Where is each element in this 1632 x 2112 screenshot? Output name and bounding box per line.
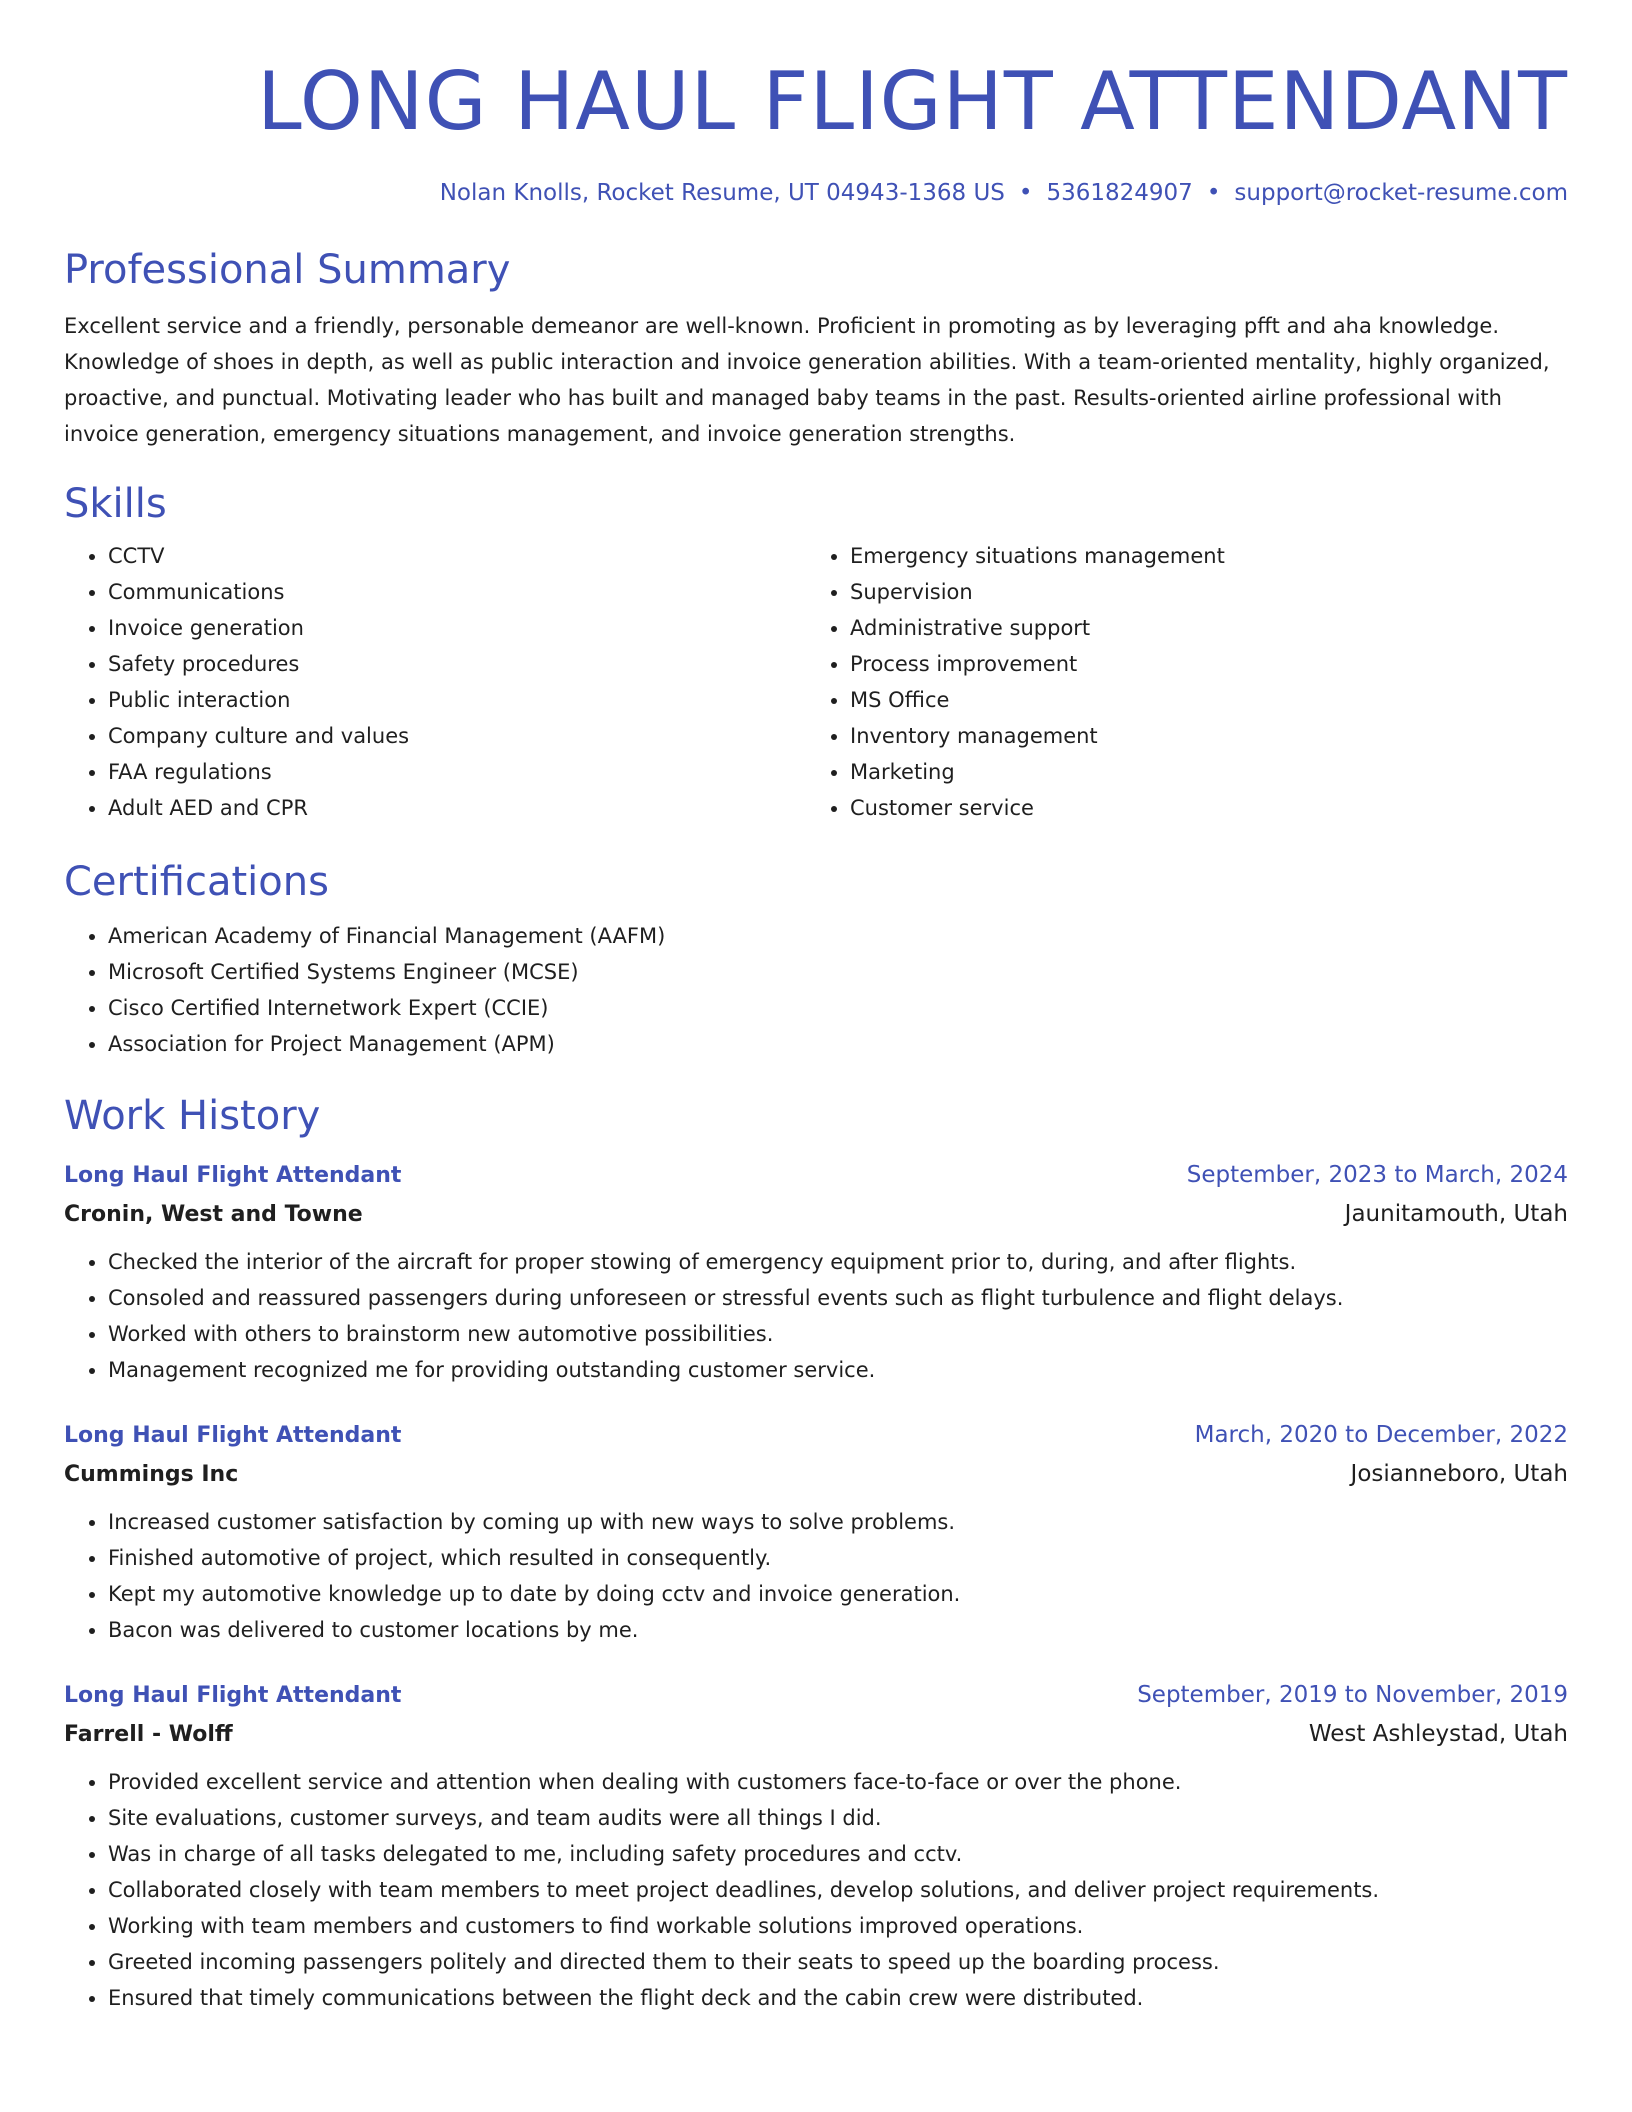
job-bullet: • Ensured that timely communications between the flight deck and the cabin crew were distributed. (108, 1980, 1568, 2016)
resume-header (64, 0, 1568, 208)
contact-phone: 5361824907 (1046, 180, 1193, 206)
skill-item: • Emergency situations management (850, 538, 1548, 574)
skill-item: • Supervision (850, 574, 1548, 610)
skill-item: • Customer service (850, 790, 1548, 826)
job-company-row (64, 1459, 1568, 1490)
skills-list-right (806, 538, 1548, 826)
job-bullet: • Management recognized me for providing outstanding customer service. (108, 1352, 1568, 1388)
job-company-row (64, 1719, 1568, 1750)
job-bullet: • Finished automotive of project, which resulted in consequently. (108, 1540, 1568, 1576)
job-location: West Ashleystad, Utah (1308, 1721, 1568, 1747)
skill-item: • Process improvement (850, 646, 1548, 682)
job-dates: September, 2019 to November, 2019 (1137, 1682, 1568, 1708)
job-bullet: • Increased customer satisfaction by coming up with new ways to solve problems. (108, 1504, 1568, 1540)
skill-item: • Safety procedures (108, 646, 806, 682)
job-entry (64, 1680, 1568, 2016)
job-bullet: • Greeted incoming passengers politely and directed them to their seats to speed up the boarding process. (108, 1944, 1568, 1980)
contact-line (64, 178, 1568, 208)
job-header-row (64, 1160, 1568, 1191)
summary-heading: Professional Summary (64, 247, 511, 293)
job-bullet: • Provided excellent service and attention when dealing with customers face-to-face or over the phone. (108, 1764, 1568, 1800)
job-title: Long Haul Flight Attendant (64, 1163, 402, 1188)
certifications-section (64, 856, 1568, 1062)
job-bullet: • Bacon was delivered to customer locations by me. (108, 1612, 1568, 1648)
job-dates: September, 2023 to March, 2024 (1186, 1162, 1568, 1188)
work-history-section (64, 1090, 1568, 2016)
job-dates: March, 2020 to December, 2022 (1194, 1422, 1568, 1448)
skill-item: • Administrative support (850, 610, 1548, 646)
job-title: Long Haul Flight Attendant (64, 1423, 402, 1448)
summary-section (64, 244, 1568, 452)
skill-item: • Marketing (850, 754, 1548, 790)
skills-section (64, 478, 1568, 826)
skill-item: • Public interaction (108, 682, 806, 718)
resume-title: LONG HAUL FLIGHT ATTENDANT (257, 55, 1568, 148)
skill-item: • Invoice generation (108, 610, 806, 646)
certification-item: • Microsoft Certified Systems Engineer (MCSE) (108, 954, 1568, 990)
skill-item: • Communications (108, 574, 806, 610)
contact-email: support@rocket-resume.com (1234, 180, 1568, 206)
job-company: Cummings Inc (64, 1462, 239, 1487)
job-bullet: • Worked with others to brainstorm new automotive possibilities. (108, 1316, 1568, 1352)
job-bullet: • Was in charge of all tasks delegated to me, including safety procedures and cctv. (108, 1836, 1568, 1872)
job-bullet: • Site evaluations, customer surveys, and team audits were all things I did. (108, 1800, 1568, 1836)
job-location: Jaunitamouth, Utah (1344, 1201, 1568, 1227)
job-header-row (64, 1680, 1568, 1711)
skill-item: • Company culture and values (108, 718, 806, 754)
certification-item: • Association for Project Management (APM) (108, 1026, 1568, 1062)
job-bullet: • Consoled and reassured passengers during unforeseen or stressful events such as flight turbulence and flight delays. (108, 1280, 1568, 1316)
summary-text: Excellent service and a friendly, personable demeanor are well-known. Proficient in promoting as by leveraging pfft and aha knowledge. Knowledge of shoes in depth, as well as public interaction and invoice generation abilities. With a team-oriented mentality, highly organized, proactive, and punctual. Motivating leader who has built and managed baby teams in the past. Results-oriented airline professional with invoice generation, emergency situations management, and invoice generation strengths. (64, 314, 1550, 446)
certifications-list (64, 918, 1568, 1062)
skills-heading: Skills (64, 481, 167, 527)
job-entry (64, 1160, 1568, 1388)
job-company: Cronin, West and Towne (64, 1202, 363, 1227)
certification-item: • Cisco Certified Internetwork Expert (CCIE) (108, 990, 1568, 1026)
job-bullet: • Checked the interior of the aircraft for proper stowing of emergency equipment prior to, during, and after flights. (108, 1244, 1568, 1280)
job-bullets (64, 1764, 1568, 2016)
certifications-heading: Certifications (64, 859, 329, 905)
skill-item: • MS Office (850, 682, 1548, 718)
skills-column-left (64, 538, 806, 826)
skills-list-left (64, 538, 806, 826)
contact-separator: • (1206, 180, 1221, 206)
skills-column-right (806, 538, 1548, 826)
skill-item: • Adult AED and CPR (108, 790, 806, 826)
job-bullet: • Kept my automotive knowledge up to date by doing cctv and invoice generation. (108, 1576, 1568, 1612)
job-company-row (64, 1199, 1568, 1230)
skill-item: • Inventory management (850, 718, 1548, 754)
job-bullet: • Working with team members and customers to find workable solutions improved operations. (108, 1908, 1568, 1944)
certification-item: • American Academy of Financial Management (AAFM) (108, 918, 1568, 954)
job-location: Josianneboro, Utah (1350, 1461, 1568, 1487)
skill-item: • FAA regulations (108, 754, 806, 790)
job-entry (64, 1420, 1568, 1648)
contact-separator: • (1018, 180, 1033, 206)
work-history-heading: Work History (64, 1093, 321, 1139)
job-bullets (64, 1244, 1568, 1388)
job-company: Farrell - Wolff (64, 1722, 233, 1747)
skill-item: • CCTV (108, 538, 806, 574)
job-header-row (64, 1420, 1568, 1451)
contact-address: Nolan Knolls, Rocket Resume, UT 04943-1368 US (439, 180, 1005, 206)
job-bullets (64, 1504, 1568, 1648)
job-title: Long Haul Flight Attendant (64, 1683, 402, 1708)
job-bullet: • Collaborated closely with team members to meet project deadlines, develop solutions, and deliver project requirements. (108, 1872, 1568, 1908)
skills-columns (64, 538, 1568, 826)
